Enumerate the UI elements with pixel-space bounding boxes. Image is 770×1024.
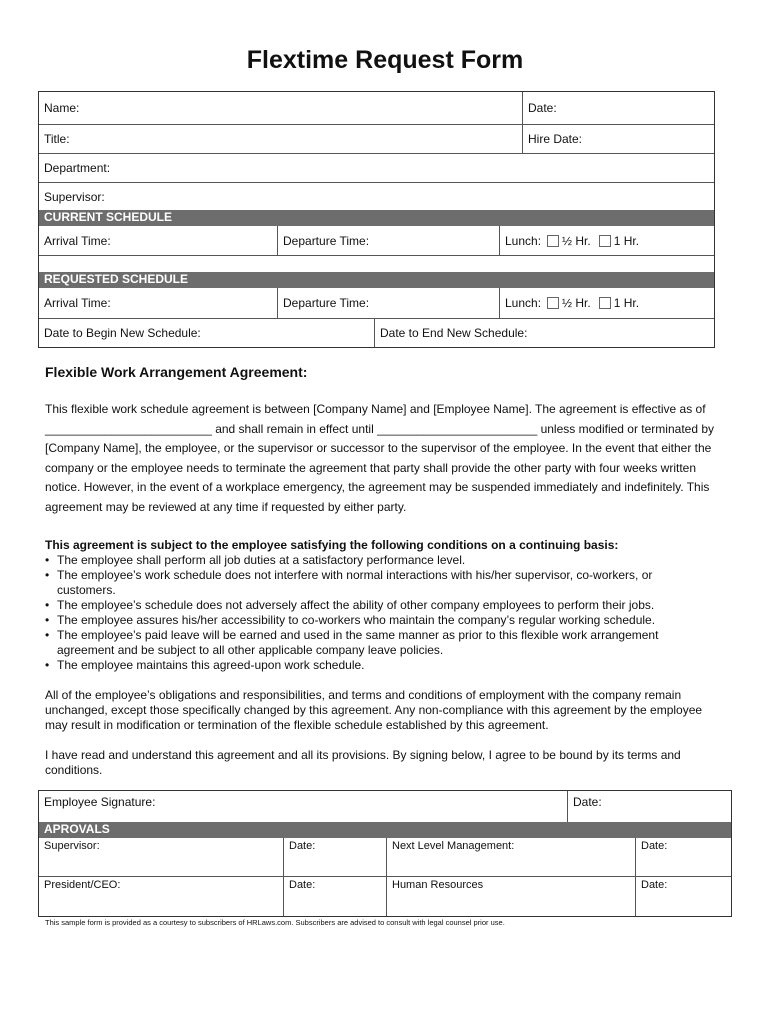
employee-info-box bbox=[38, 91, 715, 348]
requested-lunch-field bbox=[500, 288, 714, 318]
list-item: • The employee maintains this agreed-upon work schedule. bbox=[45, 658, 695, 673]
employee-signature-field[interactable] bbox=[39, 791, 567, 823]
name-row bbox=[39, 92, 714, 125]
signature-date-label: Date: bbox=[573, 795, 602, 809]
supervisor-date-field[interactable] bbox=[284, 838, 386, 876]
employee-signature-row bbox=[39, 791, 731, 823]
schedule-dates-row bbox=[39, 319, 714, 347]
current-arrival-field[interactable] bbox=[39, 226, 277, 255]
president-date-label: Date: bbox=[289, 879, 316, 891]
name-field[interactable] bbox=[39, 92, 522, 124]
conditions-heading: This agreement is subject to the employee satisfying the following conditions on a continuing basis: bbox=[45, 538, 619, 552]
current-departure-field[interactable] bbox=[278, 226, 499, 255]
list-item: • The employee assures his/her accessibility to co-workers who maintain the company’s regular working schedule. bbox=[45, 613, 695, 628]
requested-departure-field[interactable] bbox=[278, 288, 499, 318]
hire-date-label: Hire Date: bbox=[528, 132, 583, 146]
hr-date-label: Date: bbox=[641, 879, 668, 891]
agreement-text-b: and shall remain in effect until bbox=[211, 421, 378, 436]
title-field[interactable] bbox=[39, 125, 522, 153]
obligations-paragraph: All of the employee’s obligations and responsibilities, and terms and conditions of employment with the company remain unchanged, except those specifically changed by this agreement. Any non-compliance with this agreement by the employee may result in modification or termination of the flexible schedule established by this agreement. bbox=[45, 688, 703, 732]
list-item: • The employee’s schedule does not adversely affect the ability of other company employees to perform their jobs. bbox=[45, 598, 695, 613]
hr-approval-label: Human Resources bbox=[392, 879, 484, 891]
footer-disclaimer: This sample form is provided as a courtesy to subscribers of HRLaws.com. Subscribers are advised to consult with legal counsel prior use. bbox=[45, 918, 505, 927]
agreement-text-c: unless modified or terminated by [Company Name], the employee, or the supervisor or successor to the supervisor of the employee. In the event that either the company or the employee needs to terminate the agreement that party shall provide the other party with four weeks written notice. However, in the event of a workplace emergency, the agreement may be suspended immediately and indefinitely. This agreement may be reviewed at any time if requested by either party. bbox=[45, 421, 715, 514]
current-departure-label: Departure Time: bbox=[283, 234, 370, 248]
signature-date-field[interactable] bbox=[568, 791, 731, 823]
requested-lunch-half-label: ½ Hr. bbox=[562, 296, 591, 310]
supervisor-approval-field[interactable] bbox=[39, 838, 283, 876]
current-lunch-half-checkbox[interactable] bbox=[547, 235, 559, 247]
acknowledgement-paragraph: I have read and understand this agreement and all its provisions. By signing below, I agree to be bound by its terms and conditions. bbox=[45, 748, 681, 777]
department-row bbox=[39, 154, 714, 183]
approvals-row-2 bbox=[39, 877, 731, 916]
effective-date-blank[interactable]: _________________________ bbox=[45, 421, 212, 436]
supervisor-row bbox=[39, 183, 714, 211]
end-date-field[interactable] bbox=[375, 319, 714, 347]
supervisor-date-label: Date: bbox=[289, 840, 316, 852]
conditions-list bbox=[45, 553, 695, 673]
list-item: • The employee shall perform all job duties at a satisfactory performance level. bbox=[45, 553, 695, 568]
next-level-date-label: Date: bbox=[641, 840, 668, 852]
next-level-label: Next Level Management: bbox=[392, 840, 515, 852]
current-lunch-one-checkbox[interactable] bbox=[599, 235, 611, 247]
current-lunch-field bbox=[500, 226, 714, 255]
agreement-paragraph bbox=[45, 400, 715, 517]
schedule-spacer bbox=[39, 256, 714, 272]
list-item: • The employee’s paid leave will be earned and used in the same manner as prior to this flexible work arrangement agreement and be subject to all other applicable company leave policies. bbox=[45, 628, 695, 658]
date-label: Date: bbox=[528, 101, 557, 115]
requested-lunch-one-label: 1 Hr. bbox=[613, 296, 640, 310]
current-lunch-one-label: 1 Hr. bbox=[613, 234, 640, 248]
end-date-label: Date to End New Schedule: bbox=[380, 326, 528, 340]
approvals-heading: APROVALS bbox=[39, 822, 731, 838]
end-date-blank[interactable]: ________________________ bbox=[377, 421, 538, 436]
requested-lunch-label: Lunch: bbox=[505, 296, 542, 310]
employee-signature-label: Employee Signature: bbox=[44, 795, 156, 809]
name-label: Name: bbox=[44, 101, 80, 115]
agreement-text-a: This flexible work schedule agreement is between [Company Name] and [Employee Name]. The agreement is effective as of bbox=[45, 402, 706, 416]
supervisor-field[interactable] bbox=[39, 183, 714, 211]
next-level-field[interactable] bbox=[387, 838, 635, 876]
requested-arrival-label: Arrival Time: bbox=[44, 296, 111, 310]
next-level-date-field[interactable] bbox=[636, 838, 731, 876]
signature-box bbox=[38, 790, 732, 917]
requested-arrival-field[interactable] bbox=[39, 288, 277, 318]
president-approval-label: President/CEO: bbox=[44, 879, 121, 891]
title-label: Title: bbox=[44, 132, 70, 146]
supervisor-label: Supervisor: bbox=[44, 190, 105, 204]
department-field[interactable] bbox=[39, 154, 714, 182]
president-date-field[interactable] bbox=[284, 877, 386, 916]
department-label: Department: bbox=[44, 161, 111, 175]
list-item: • The employee’s work schedule does not interfere with normal interactions with his/her supervisor, co-workers, or customers. bbox=[45, 568, 695, 598]
current-schedule-heading: CURRENT SCHEDULE bbox=[39, 210, 714, 226]
form-title: Flextime Request Form bbox=[246, 46, 524, 74]
supervisor-approval-label: Supervisor: bbox=[44, 840, 100, 852]
requested-schedule-row bbox=[39, 288, 714, 319]
current-lunch-label: Lunch: bbox=[505, 234, 542, 248]
begin-date-label: Date to Begin New Schedule: bbox=[44, 326, 201, 340]
requested-departure-label: Departure Time: bbox=[283, 296, 370, 310]
date-field[interactable] bbox=[523, 92, 714, 124]
hr-date-field[interactable] bbox=[636, 877, 731, 916]
hire-date-field[interactable] bbox=[523, 125, 714, 153]
current-schedule-row bbox=[39, 226, 714, 256]
current-lunch-half-label: ½ Hr. bbox=[562, 234, 591, 248]
president-approval-field[interactable] bbox=[39, 877, 283, 916]
hr-approval-field[interactable] bbox=[387, 877, 635, 916]
requested-lunch-one-checkbox[interactable] bbox=[599, 297, 611, 309]
begin-date-field[interactable] bbox=[39, 319, 374, 347]
current-arrival-label: Arrival Time: bbox=[44, 234, 111, 248]
requested-schedule-heading: REQUESTED SCHEDULE bbox=[39, 272, 714, 288]
title-row bbox=[39, 125, 714, 154]
agreement-heading: Flexible Work Arrangement Agreement: bbox=[45, 364, 308, 380]
approvals-row-1 bbox=[39, 838, 731, 877]
requested-lunch-half-checkbox[interactable] bbox=[547, 297, 559, 309]
